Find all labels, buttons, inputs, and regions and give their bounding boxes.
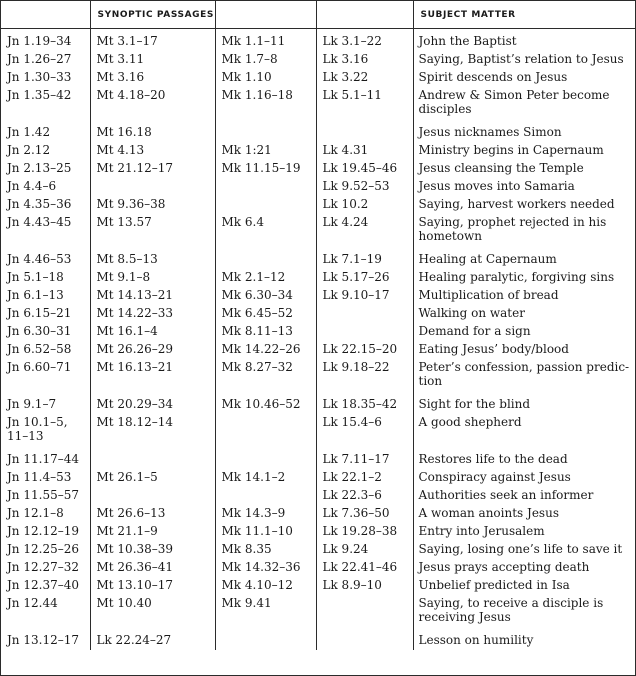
mark-ref-cell: Mk 1.7–8 bbox=[215, 51, 316, 69]
matthew-ref-cell: Lk 22.24–27 bbox=[90, 632, 215, 650]
subject-matter-cell: Peter’s confession, passion predic-tion bbox=[418, 360, 630, 388]
luke-ref-cell: Lk 22.15–20 bbox=[316, 341, 413, 359]
subject-matter-cell: Sight for the blind bbox=[418, 397, 531, 411]
table-row bbox=[1, 142, 635, 160]
subject-matter-cell: Saying, losing one’s life to save it bbox=[418, 542, 623, 556]
matthew-ref-cell bbox=[90, 487, 215, 505]
matthew-ref-cell: Mt 13.10–17 bbox=[90, 577, 215, 595]
luke-ref-cell: Lk 3.22 bbox=[316, 69, 413, 87]
luke-ref-cell: Lk 7.1–19 bbox=[316, 251, 413, 269]
luke-ref-cell: Lk 10.2 bbox=[316, 196, 413, 214]
mark-ref-cell: Mk 8.35 bbox=[215, 541, 316, 559]
table-row bbox=[1, 414, 635, 451]
mark-ref-cell bbox=[215, 196, 316, 214]
matthew-ref-cell: Mt 4.18–20 bbox=[90, 87, 215, 124]
john-ref-cell: Jn 12.27–32 bbox=[1, 559, 90, 577]
luke-ref-cell: Lk 9.52–53 bbox=[316, 178, 413, 196]
luke-ref-cell: Lk 3.16 bbox=[316, 51, 413, 69]
table-row bbox=[1, 505, 635, 523]
table-row bbox=[1, 124, 635, 142]
table-row bbox=[1, 87, 635, 124]
mark-ref-cell: Mk 14.22–26 bbox=[215, 341, 316, 359]
luke-ref-cell bbox=[316, 124, 413, 142]
mark-ref-cell: Mk 1:21 bbox=[215, 142, 316, 160]
matthew-ref-cell: Mt 14.13–21 bbox=[90, 287, 215, 305]
john-ref-cell: Jn 5.1–18 bbox=[1, 269, 90, 287]
matthew-ref-cell: Mt 3.1–17 bbox=[90, 29, 215, 52]
subject-matter-cell: Conspiracy against Jesus bbox=[418, 470, 571, 484]
table-body bbox=[1, 29, 635, 651]
matthew-ref-cell: Mt 13.57 bbox=[90, 214, 215, 251]
luke-ref-cell: Lk 5.1–11 bbox=[316, 87, 413, 124]
subject-matter-cell: A woman anoints Jesus bbox=[418, 506, 559, 520]
table-row bbox=[1, 632, 635, 650]
subject-matter-cell: Multiplication of bread bbox=[418, 288, 559, 302]
mark-ref-cell: Mk 11.1–10 bbox=[215, 523, 316, 541]
matthew-ref-cell: Mt 18.12–14 bbox=[90, 414, 215, 451]
luke-ref-cell bbox=[316, 323, 413, 341]
mark-ref-cell: Mk 10.46–52 bbox=[215, 396, 316, 414]
table-row bbox=[1, 51, 635, 69]
john-ref-cell: Jn 12.37–40 bbox=[1, 577, 90, 595]
table-row bbox=[1, 29, 635, 52]
subject-matter-cell: Jesus cleansing the Temple bbox=[418, 161, 584, 175]
mark-ref-cell bbox=[215, 251, 316, 269]
john-ref-cell: Jn 2.13–25 bbox=[1, 160, 90, 178]
matthew-ref-cell bbox=[90, 451, 215, 469]
john-ref-cell: Jn 2.12 bbox=[1, 142, 90, 160]
john-ref-cell: Jn 4.46–53 bbox=[1, 251, 90, 269]
matthew-ref-cell: Mt 26.26–29 bbox=[90, 341, 215, 359]
subject-matter-cell: Restores life to the dead bbox=[418, 452, 568, 466]
table-row bbox=[1, 323, 635, 341]
mark-ref-cell: Mk 8.11–13 bbox=[215, 323, 316, 341]
subject-matter-cell: Saying, Baptist’s relation to Jesus bbox=[418, 52, 624, 66]
table-row bbox=[1, 341, 635, 359]
matthew-ref-cell: Mt 8.5–13 bbox=[90, 251, 215, 269]
header-luke bbox=[316, 1, 413, 29]
matthew-ref-cell: Mt 9.36–38 bbox=[90, 196, 215, 214]
subject-matter-cell: Saying, prophet rejected in his hometown bbox=[418, 215, 607, 243]
subject-matter-cell: Spirit descends on Jesus bbox=[418, 70, 568, 84]
mark-ref-cell: Mk 6.30–34 bbox=[215, 287, 316, 305]
luke-ref-cell: Lk 7.36–50 bbox=[316, 505, 413, 523]
subject-matter-cell: Demand for a sign bbox=[418, 324, 531, 338]
mark-ref-cell bbox=[215, 487, 316, 505]
matthew-ref-cell: Mt 10.38–39 bbox=[90, 541, 215, 559]
subject-matter-cell: Ministry begins in Capernaum bbox=[418, 143, 604, 157]
matthew-ref-cell: Mt 3.11 bbox=[90, 51, 215, 69]
luke-ref-cell: Lk 4.31 bbox=[316, 142, 413, 160]
luke-ref-cell: Lk 9.10–17 bbox=[316, 287, 413, 305]
luke-ref-cell: Lk 3.1–22 bbox=[316, 29, 413, 52]
matthew-ref-cell: Mt 16.18 bbox=[90, 124, 215, 142]
subject-matter-cell: Unbelief predicted in Isa bbox=[418, 578, 570, 592]
table-row bbox=[1, 251, 635, 269]
table-row bbox=[1, 160, 635, 178]
luke-ref-cell: Lk 4.24 bbox=[316, 214, 413, 251]
mark-ref-cell: Mk 1.10 bbox=[215, 69, 316, 87]
table-row bbox=[1, 451, 635, 469]
subject-matter-cell: Entry into Jerusalem bbox=[418, 524, 545, 538]
matthew-ref-cell: Mt 10.40 bbox=[90, 595, 215, 632]
john-ref-cell: Jn 1.30–33 bbox=[1, 69, 90, 87]
matthew-ref-cell: Mt 9.1–8 bbox=[90, 269, 215, 287]
luke-ref-cell: Lk 9.24 bbox=[316, 541, 413, 559]
matthew-ref-cell: Mt 21.12–17 bbox=[90, 160, 215, 178]
matthew-ref-cell: Mt 14.22–33 bbox=[90, 305, 215, 323]
john-ref-cell: Jn 13.12–17 bbox=[1, 632, 90, 650]
subject-matter-cell: Jesus nicknames Simon bbox=[418, 125, 562, 139]
mark-ref-cell: Mk 4.10–12 bbox=[215, 577, 316, 595]
matthew-ref-cell: Mt 26.6–13 bbox=[90, 505, 215, 523]
table-row bbox=[1, 305, 635, 323]
table-row bbox=[1, 523, 635, 541]
luke-ref-cell: Lk 9.18–22 bbox=[316, 359, 413, 396]
luke-ref-cell: Lk 5.17–26 bbox=[316, 269, 413, 287]
john-ref-cell: Jn 1.35–42 bbox=[1, 87, 90, 124]
mark-ref-cell: Mk 2.1–12 bbox=[215, 269, 316, 287]
mark-ref-cell: Mk 8.27–32 bbox=[215, 359, 316, 396]
luke-ref-cell bbox=[316, 305, 413, 323]
john-ref-cell: Jn 12.12–19 bbox=[1, 523, 90, 541]
table-row bbox=[1, 595, 635, 632]
subject-matter-cell: Healing at Capernaum bbox=[418, 252, 557, 266]
subject-matter-cell: Authorities seek an informer bbox=[418, 488, 594, 502]
mark-ref-cell bbox=[215, 632, 316, 650]
john-ref-cell: Jn 6.52–58 bbox=[1, 341, 90, 359]
table-row bbox=[1, 69, 635, 87]
matthew-ref-cell: Mt 20.29–34 bbox=[90, 396, 215, 414]
john-ref-cell: Jn 6.30–31 bbox=[1, 323, 90, 341]
mark-ref-cell: Mk 1.16–18 bbox=[215, 87, 316, 124]
table-row bbox=[1, 541, 635, 559]
luke-ref-cell: Lk 22.1–2 bbox=[316, 469, 413, 487]
table-header-row bbox=[1, 1, 635, 29]
john-ref-cell: Jn 1.19–34 bbox=[1, 29, 90, 52]
table-row bbox=[1, 487, 635, 505]
mark-ref-cell bbox=[215, 178, 316, 196]
john-ref-cell: Jn 6.60–71 bbox=[1, 359, 90, 396]
subject-matter-cell: Walking on water bbox=[418, 306, 525, 320]
table-row bbox=[1, 269, 635, 287]
luke-ref-cell: Lk 8.9–10 bbox=[316, 577, 413, 595]
john-ref-cell: Jn 4.35–36 bbox=[1, 196, 90, 214]
subject-matter-cell: Healing paralytic, forgiving sins bbox=[418, 270, 615, 284]
john-ref-cell: Jn 11.55–57 bbox=[1, 487, 90, 505]
luke-ref-cell bbox=[316, 595, 413, 632]
subject-matter-cell: Saying, to receive a disciple is receiving Jesus bbox=[418, 596, 604, 624]
header-mark bbox=[215, 1, 316, 29]
header-synoptic-passages: SYNOPTIC PASSAGES bbox=[90, 1, 215, 29]
mark-ref-cell: Mk 14.32–36 bbox=[215, 559, 316, 577]
matthew-ref-cell: Mt 26.1–5 bbox=[90, 469, 215, 487]
table-row bbox=[1, 577, 635, 595]
mark-ref-cell: Mk 11.15–19 bbox=[215, 160, 316, 178]
mark-ref-cell: Mk 9.41 bbox=[215, 595, 316, 632]
john-ref-cell: Jn 11.4–53 bbox=[1, 469, 90, 487]
mark-ref-cell: Mk 14.3–9 bbox=[215, 505, 316, 523]
table-row bbox=[1, 359, 635, 396]
matthew-ref-cell: Mt 4.13 bbox=[90, 142, 215, 160]
header-john bbox=[1, 1, 90, 29]
mark-ref-cell bbox=[215, 414, 316, 451]
john-ref-cell: Jn 9.1–7 bbox=[1, 396, 90, 414]
table-row bbox=[1, 287, 635, 305]
luke-ref-cell: Lk 7.11–17 bbox=[316, 451, 413, 469]
john-ref-cell: Jn 12.25–26 bbox=[1, 541, 90, 559]
mark-ref-cell: Mk 6.45–52 bbox=[215, 305, 316, 323]
mark-ref-cell: Mk 1.1–11 bbox=[215, 29, 316, 52]
synoptic-passages-table bbox=[1, 1, 635, 650]
subject-matter-cell: John the Baptist bbox=[418, 34, 517, 48]
matthew-ref-cell bbox=[90, 178, 215, 196]
john-ref-cell: Jn 1.42 bbox=[1, 124, 90, 142]
matthew-ref-cell: Mt 3.16 bbox=[90, 69, 215, 87]
subject-matter-cell: Saying, harvest workers needed bbox=[418, 197, 615, 211]
subject-matter-cell: Andrew & Simon Peter become disciples bbox=[418, 88, 610, 116]
luke-ref-cell: Lk 22.41–46 bbox=[316, 559, 413, 577]
john-ref-cell: Jn 1.26–27 bbox=[1, 51, 90, 69]
table-row bbox=[1, 396, 635, 414]
matthew-ref-cell: Mt 26.36–41 bbox=[90, 559, 215, 577]
luke-ref-cell: Lk 22.3–6 bbox=[316, 487, 413, 505]
john-ref-cell: Jn 11.17–44 bbox=[1, 451, 90, 469]
table-row bbox=[1, 196, 635, 214]
subject-matter-cell: Eating Jesus’ body/blood bbox=[418, 342, 569, 356]
header-subject-matter: SUBJECT MATTER bbox=[413, 1, 635, 29]
table-row bbox=[1, 214, 635, 251]
luke-ref-cell: Lk 15.4–6 bbox=[316, 414, 413, 451]
mark-ref-cell bbox=[215, 124, 316, 142]
john-ref-cell: Jn 6.1–13 bbox=[1, 287, 90, 305]
matthew-ref-cell: Mt 21.1–9 bbox=[90, 523, 215, 541]
mark-ref-cell: Mk 6.4 bbox=[215, 214, 316, 251]
john-ref-cell: Jn 4.4–6 bbox=[1, 178, 90, 196]
mark-ref-cell: Mk 14.1–2 bbox=[215, 469, 316, 487]
subject-matter-cell: Jesus moves into Samaria bbox=[418, 179, 575, 193]
luke-ref-cell: Lk 19.28–38 bbox=[316, 523, 413, 541]
luke-ref-cell: Lk 19.45–46 bbox=[316, 160, 413, 178]
table-row bbox=[1, 559, 635, 577]
table-row bbox=[1, 178, 635, 196]
john-ref-cell: Jn 10.1–5, 11–13 bbox=[1, 414, 90, 451]
john-ref-cell: Jn 6.15–21 bbox=[1, 305, 90, 323]
table-row bbox=[1, 469, 635, 487]
john-ref-cell: Jn 4.43–45 bbox=[1, 214, 90, 251]
luke-ref-cell bbox=[316, 632, 413, 650]
matthew-ref-cell: Mt 16.13–21 bbox=[90, 359, 215, 396]
luke-ref-cell: Lk 18.35–42 bbox=[316, 396, 413, 414]
subject-matter-cell: Lesson on humility bbox=[418, 633, 534, 647]
subject-matter-cell: A good shepherd bbox=[418, 415, 522, 429]
mark-ref-cell bbox=[215, 451, 316, 469]
matthew-ref-cell: Mt 16.1–4 bbox=[90, 323, 215, 341]
subject-matter-cell: Jesus prays accepting death bbox=[418, 560, 590, 574]
john-ref-cell: Jn 12.1–8 bbox=[1, 505, 90, 523]
john-ref-cell: Jn 12.44 bbox=[1, 595, 90, 632]
